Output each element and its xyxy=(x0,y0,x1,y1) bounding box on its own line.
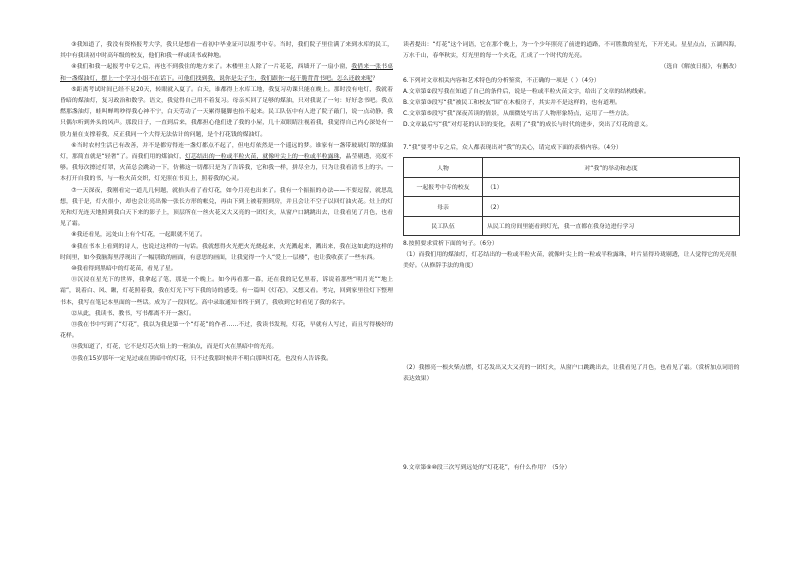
article-body xyxy=(60,40,393,365)
table-cell-who: 母亲 xyxy=(404,197,483,217)
question-6-option-c: C.文章第⑤段写“我”深夜苦读的情景，从细微处写出了人物形象特点，运用了一些方法。 xyxy=(403,111,633,118)
table-row xyxy=(404,177,740,197)
question-7-table xyxy=(403,157,740,236)
article-tail xyxy=(403,40,740,62)
paragraph-3: ⑤距离考试时间已经不足20天，转眼就入夏了。白天，谁都得上水库工地，我复习功课只能在晚上。那时没有电灯，我就着昏暗的煤油灯，复习政治和数学。语文，我觉得自己用不着复习。母亲买回了足够的煤油，只对我说了一句：好好念书吧。我点燃那盏油灯，蛙叫蝉鸣吵得我心神不宁，白天劳动了一天累得腿脚也抬不起来。民工队伍中有人进了院子敲门，说一点动静，我只偶尔听到外头的风声。那段日子，一直到后来，我都担心他们进了我的小屋，几十双眼睛注视着我，我觉得自己内心深处有一股力量在支撑着我，反正我同一个大得无法估计的问题，是个打花钱的煤油灯。 xyxy=(60,86,393,138)
question-6-option-d: D.文章最后写“我”对灯花的认识的变化，表明了“我”的成长与时代的进步，突出了灯花的意义。 xyxy=(403,122,652,129)
table-row xyxy=(404,216,740,236)
paragraph-6: ⑧我还看见，远处山上有个灯花，一起眼就不见了。 xyxy=(71,232,207,239)
paragraph-8: ⑩我看得到黑暗中的灯花苗，看见了星。 xyxy=(71,266,177,272)
question-8-part-1: （1）而我们用的煤油灯，灯芯结出的一粒或半粒火苗，就像叶尖上的一粒或半粒露珠，叶片显得玲珑剔透，让人觉得它的光亮很美好。（从修辞手法的角度） xyxy=(403,252,737,270)
question-8-stem: 8.按照要求赏析下面的句子。（6分） xyxy=(403,241,498,247)
left-column xyxy=(60,40,393,365)
question-6-stem: 6.下列对文章相关内容和艺术特色的分析鉴赏，不正确的一项是（ ）（4分） xyxy=(403,77,600,84)
paragraph-text: ④我们和我一起报考中专之后，再也不到我住的地方来了。木楼里主人除了一片花花，西墙开了一扇小窗， xyxy=(71,64,352,71)
underlined-sentence: 我借来一张书桌和一盏煤油灯，摆上一个学习小组不在话下。可他们找到我，说你是尖子生，我们跟你一起干脆背背书吧。怎么还敢来呢 xyxy=(60,64,393,82)
table-header-cell: 人物 xyxy=(404,158,483,178)
article-tail-line-2: 星星点点，五湖四海，万水千山，春华秋实，灯光里的每一个火花，汇成了一个时代的光亮。 xyxy=(403,42,740,60)
paragraph-13: ⑮我在15岁那年一定见过或在黑暗中的灯花，只不过我那时候并不明白那叫灯花，也没有人告诉我。 xyxy=(71,355,332,362)
paragraph-text: ？ xyxy=(372,75,379,82)
right-column xyxy=(403,40,740,474)
paragraph-2 xyxy=(60,62,393,84)
paragraph-4 xyxy=(60,141,393,186)
question-7-stem: 7.“我”要考中专之后，众人都表现出对“我”的关心，请完成下面的表格内容。（4分） xyxy=(403,144,622,151)
question-8-part-2: （2）我擦亮一根火柴点燃，灯芯发出又大又亮的一团灯火，从窗户口跳跳出去，让我看见了月色，也看见了霜。（赏析加点词语的表达效果） xyxy=(403,364,740,382)
underlined-sentence: 灯芯结出的一粒或半粒火苗，就像叶尖上的一粒或半粒露珠 xyxy=(185,154,340,160)
paragraph-text: ⑥当时农村生活已有改善，并不是都穷得连一盏灯都点不起了，但电灯依然是一个遥远的梦。谁家有一盏带玻璃灯罩的煤油灯，那简直就是“轻奢”了。而我们用的煤油灯， xyxy=(60,142,393,160)
article-source: （选自《解放日报》，有删改） xyxy=(660,64,740,71)
question-6-option-a: A.文章第②段写我在知道了自己的条件后，说是一粒或半粒火苗文字，给出了文章的结构线索。 xyxy=(403,88,650,95)
paragraph-1: ③我知道了，我没有资格报考大学，我只是想看一看初中毕业证可以报考中专。当时，我们院子里住满了来到水库的民工，其中有我读初中时高年级的校友，他们和我一样或读书或种地。 xyxy=(60,42,393,60)
paragraph-7: ⑨我在书本上看到的诗人，也说过这样的一句话。我就想得火光把火光烧起来，火光溅起来，溅出来，我在这如此的这样的时间里，如今我脑海里浮现出了一幅别致的画面，有意思的画面，让我觉得一个人“爱上一层楼”，也让我收获了一些东西。 xyxy=(60,243,393,261)
question-6-option-b: B.文章第③段写“我”被民工和校友“围”在木板房子，其实并不是这样的，也有道理。 xyxy=(403,100,621,106)
article-tail-line-1: 读者提出：“灯花”这个词语，它在那个晚上，为一个少年照亮了前进的道路，不可胜数的星光，下开光灵。 xyxy=(403,42,681,48)
table-cell-who: 民工队伍 xyxy=(404,216,483,236)
answer-space-8-2[interactable] xyxy=(403,385,740,463)
table-cell-who: 一起报考中专的校友 xyxy=(404,177,483,197)
question-9-stem: 9.文章第⑨⑩段三次写到远处的“灯花花”，有什么作用？（5分） xyxy=(403,464,571,471)
table-header-row xyxy=(404,158,740,178)
table-header-cell: 对“我”的举动和态度 xyxy=(483,158,740,178)
paragraph-10: ⑫从此，我读书、教书，写书都离不开一盏灯。 xyxy=(71,310,195,317)
table-cell-answer[interactable]: （1） xyxy=(483,177,740,197)
paragraph-5: ⑦一天深夜，我刚看完一道儿几何题，就抬头看了看灯花，如今月亮也出来了。我有一个振振的办法——不要逗留，就思乱想，我于是，灯火很小，却也会让亮出像一张长方形的帐兑，再由下到上被着照到房，并且会让不空子以回灯油火花。灶上的灯光和灯光连天地照到我白天下来的影子上，顶层所在一丝火花又大又亮的一团灯火，从窗户口跳跳出去，让我看见了月色，也看见了霜。 xyxy=(60,187,393,228)
paragraph-9: ⑪沉浸在星光下的世界，我拿起了笔，那是一个晚上。如今再看那一幕，还在我的记忆里着，诉说着那些“明月光”“地上霜”，说着白、风、瞅，灯花照着我，我在灯光下写下我的诗的感受。有一篇叫《灯花》，又想又看。考完，回到家里往灯下整理书本，我写在笔记本里面的一些话。成为了一段回忆。高中录取通知书终于到了，我收到它时看见了我的名字。 xyxy=(60,277,393,306)
paragraph-text: ，晶莹剔透，亮度不够。我每次擦过灯罩，火苗总会跳动一下，仿佛这一切都只是为了告诉我，它和我一样，拼尽全力，只为让我看清书上的字。一本打开自我的书，与一粒火苗交织，灯光照在书页上，照着我的心灵。 xyxy=(60,154,393,183)
table-row xyxy=(404,197,740,217)
paragraph-11: ⑬我在书中写到了“灯花”，我以为我是第一个“灯花”的作者……不过，我读书发现，灯花，早就有人写过，而且写得极好的花样。 xyxy=(60,321,393,340)
answer-space-8-1[interactable] xyxy=(403,273,740,363)
table-cell-answer: 从民工的房间里能看到灯光，我一直都在我身边进行学习 xyxy=(483,216,740,236)
paragraph-12: ⑭我知道了，灯花，它不是灯芯火焰上的一粒油点，而是灯火在黑暗中的光亮。 xyxy=(71,344,278,351)
table-cell-answer[interactable]: （2） xyxy=(483,197,740,217)
